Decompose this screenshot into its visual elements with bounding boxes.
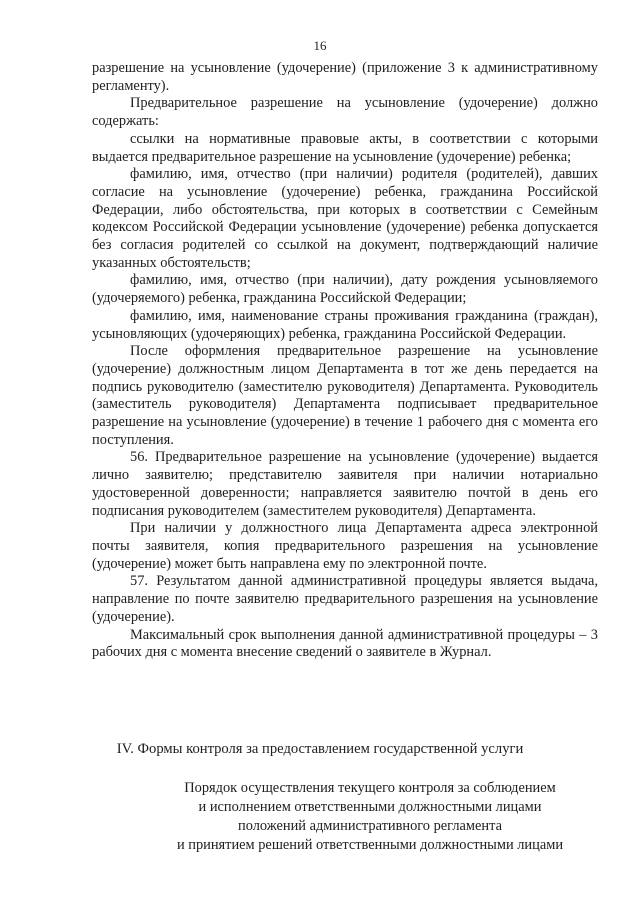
- paragraph: Максимальный срок выполнения данной административной процедуры – 3 рабочих дня с момента внесение сведений о заявителе в Журнал.: [92, 626, 598, 661]
- paragraph: После оформления предварительное разрешение на усыновление (удочерение) должностным лицом Департамента в тот же день передается на подпись руководителю (заместителю руководителя) Департамента. Руководитель (заместитель руководителя) Департамента подписывает предварительное разрешение на усыновление (удочерение) в течение 1 рабочего дня с момента его поступления.: [92, 343, 598, 448]
- paragraph: разрешение на усыновление (удочерение) (приложение 3 к административному регламенту).: [92, 60, 598, 94]
- subsection-title: [110, 779, 630, 855]
- paragraph: При наличии у должностного лица Департамента адреса электронной почты заявителя, копия предварительного разрешения на усыновление (удочерение) может быть направлена ему по электронной почте.: [92, 520, 598, 572]
- paragraph: ссылки на нормативные правовые акты, в соответствии с которыми выдается предварительное разрешение на усыновление (удочерение) ребенка;: [92, 130, 598, 165]
- page-number: 16: [313, 38, 327, 53]
- paragraph: 56. Предварительное разрешение на усыновление (удочерение) выдается лично заявителю; представителю заявителя при наличии нотариально удостоверенной доверенности; направляется заявителю почтой в день его подписания руководителем (заместителем руководителя) Департамента.: [92, 449, 598, 519]
- paragraph: фамилию, имя, наименование страны проживания гражданина (граждан), усыновляющих (удочеряющих) ребенка, гражданина Российской Федерации.: [92, 307, 598, 342]
- subsection-title-line: и исполнением ответственными должностными лицами: [198, 799, 542, 815]
- section-title: IV. Формы контроля за предоставлением государственной услуги: [116, 741, 524, 757]
- subsection-title-line: Порядок осуществления текущего контроля за соблюдением: [184, 780, 556, 796]
- paragraph: фамилию, имя, отчество (при наличии) родителя (родителей), давших согласие на усыновление (удочерение) ребенка, гражданина Российской Федерации, либо обстоятельства, при которых в соответствии с Семейным кодексом Российской Федерации усыновление (удочерение) ребенка допускается без согласия родителей со ссылкой на документ, подтверждающий наличие указанных обстоятельств;: [92, 166, 598, 271]
- paragraph: фамилию, имя, отчество (при наличии), дату рождения усыновляемого (удочеряемого) ребенка, гражданина Российской Федерации;: [92, 272, 598, 307]
- document-body: [92, 60, 598, 662]
- paragraph: Предварительное разрешение на усыновление (удочерение) должно содержать:: [92, 95, 598, 130]
- paragraph: 57. Результатом данной административной процедуры является выдача, направление по почте заявителю предварительного разрешения на усыновление (удочерение).: [92, 573, 598, 625]
- subsection-title-line: и принятием решений ответственными должностными лицами: [176, 837, 564, 853]
- subsection-title-line: положений административного регламента: [238, 818, 502, 834]
